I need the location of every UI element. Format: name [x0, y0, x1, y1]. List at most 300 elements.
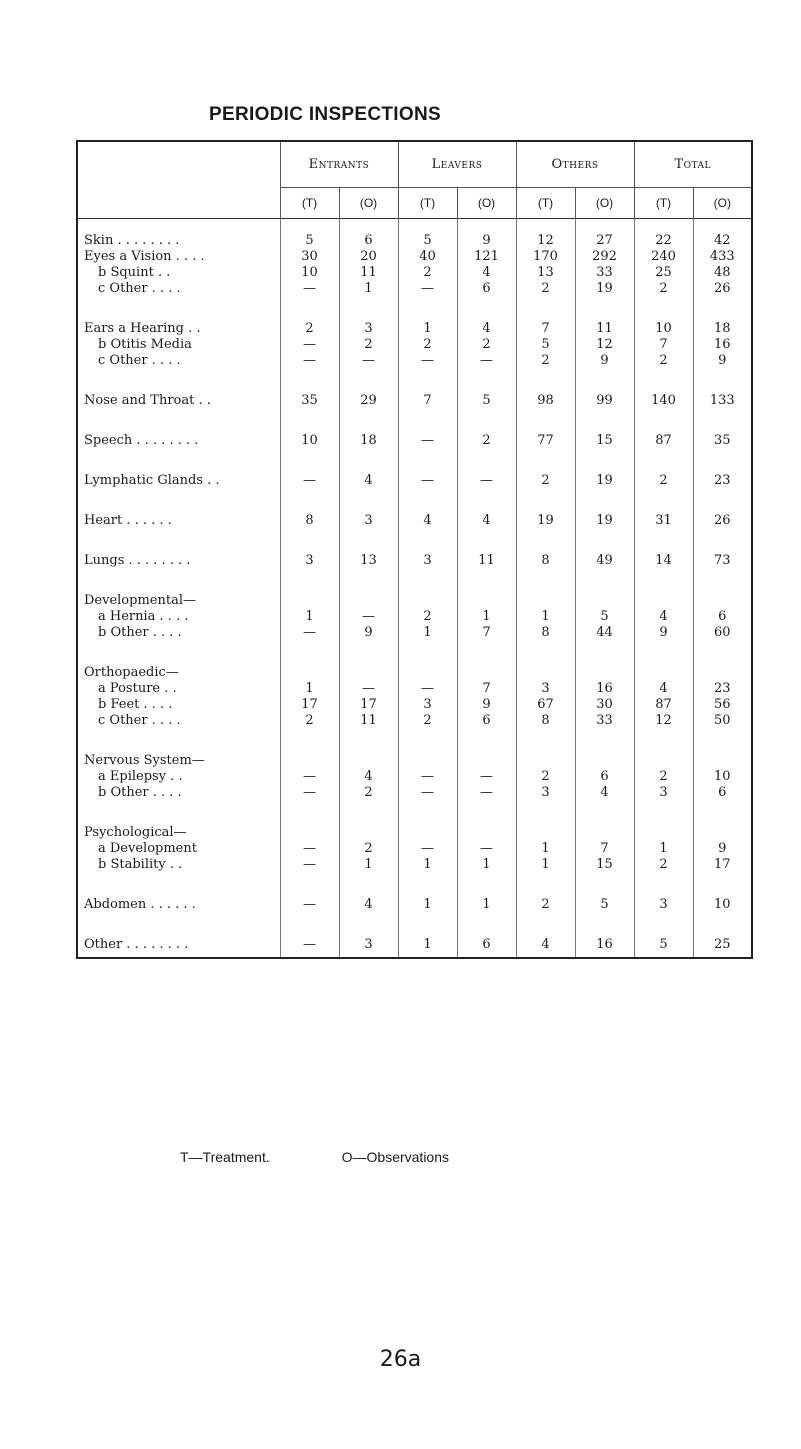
value-cell	[398, 729, 457, 753]
row-label: Psychological—	[84, 825, 187, 840]
value-cell: 6	[457, 281, 516, 297]
value-cell: 30	[280, 249, 339, 265]
value-cell	[693, 825, 752, 841]
value-cell	[634, 665, 693, 681]
value-cell: 1	[339, 857, 398, 873]
value-cell: 13	[339, 553, 398, 569]
value-cell	[457, 449, 516, 473]
group-header-total: Total	[634, 141, 752, 188]
value-cell	[516, 641, 575, 665]
value-cell	[634, 729, 693, 753]
value-cell: 9	[634, 625, 693, 641]
value-cell	[339, 641, 398, 665]
value-cell	[575, 593, 634, 609]
table-row	[77, 785, 752, 801]
value-cell: 2	[398, 265, 457, 281]
value-cell: 10	[693, 769, 752, 785]
value-cell	[398, 913, 457, 937]
value-cell: 1	[457, 609, 516, 625]
header-blank	[77, 141, 280, 188]
row-label: a Development	[98, 841, 197, 856]
row-label	[77, 449, 280, 473]
value-cell: 50	[693, 713, 752, 729]
value-cell	[516, 449, 575, 473]
value-cell	[693, 449, 752, 473]
value-cell: 5	[457, 393, 516, 409]
value-cell: 27	[575, 219, 634, 250]
value-cell	[457, 873, 516, 897]
value-cell: 2	[516, 473, 575, 489]
value-cell	[693, 297, 752, 321]
value-cell	[575, 801, 634, 825]
value-cell	[398, 369, 457, 393]
value-cell	[575, 569, 634, 593]
table-row	[77, 353, 752, 369]
value-cell: 44	[575, 625, 634, 641]
sub-header-cell: (T)	[280, 188, 339, 219]
value-cell: 40	[398, 249, 457, 265]
value-cell: 121	[457, 249, 516, 265]
table-row	[77, 897, 752, 913]
value-cell	[457, 489, 516, 513]
table-row	[77, 249, 752, 265]
table-row	[77, 553, 752, 569]
value-cell	[398, 297, 457, 321]
value-cell	[516, 665, 575, 681]
value-cell: —	[339, 353, 398, 369]
value-cell: —	[280, 857, 339, 873]
value-cell: 29	[339, 393, 398, 409]
value-cell	[693, 873, 752, 897]
value-cell: 1	[398, 897, 457, 913]
value-cell: —	[280, 785, 339, 801]
spacer-row	[77, 489, 752, 513]
value-cell	[634, 569, 693, 593]
value-cell	[457, 569, 516, 593]
value-cell: 10	[634, 321, 693, 337]
value-cell: 98	[516, 393, 575, 409]
value-cell: 42	[693, 219, 752, 250]
value-cell: 26	[693, 513, 752, 529]
value-cell	[398, 665, 457, 681]
spacer-row	[77, 801, 752, 825]
value-cell	[634, 641, 693, 665]
row-label: b Feet . . . .	[98, 697, 173, 712]
value-cell: 11	[339, 713, 398, 729]
value-cell	[634, 593, 693, 609]
value-cell: 99	[575, 393, 634, 409]
page-number: 26a	[379, 1347, 422, 1372]
value-cell	[280, 801, 339, 825]
value-cell: 2	[634, 353, 693, 369]
value-cell: 48	[693, 265, 752, 281]
table-row	[77, 393, 752, 409]
value-cell: 56	[693, 697, 752, 713]
table-row	[77, 625, 752, 641]
value-cell	[280, 449, 339, 473]
row-label: c Other . . . .	[98, 713, 181, 728]
value-cell: 2	[634, 857, 693, 873]
value-cell: 3	[516, 785, 575, 801]
value-cell	[634, 873, 693, 897]
value-cell: 3	[634, 897, 693, 913]
value-cell: 25	[634, 265, 693, 281]
value-cell	[693, 369, 752, 393]
row-label: b Squint . .	[98, 265, 171, 280]
value-cell: 3	[339, 513, 398, 529]
value-cell: 25	[693, 937, 752, 958]
value-cell: 1	[339, 281, 398, 297]
value-cell	[398, 449, 457, 473]
row-label: b Other . . . .	[98, 785, 182, 800]
sub-header-cell: (O)	[575, 188, 634, 219]
row-label	[77, 913, 280, 937]
table-row	[77, 473, 752, 489]
value-cell: 4	[398, 513, 457, 529]
sub-header-row	[77, 188, 752, 219]
value-cell: 8	[516, 553, 575, 569]
sub-header-cell: (T)	[516, 188, 575, 219]
value-cell	[693, 913, 752, 937]
value-cell: 11	[457, 553, 516, 569]
value-cell: 1	[398, 937, 457, 958]
value-cell: —	[398, 681, 457, 697]
value-cell: —	[280, 337, 339, 353]
value-cell: 2	[516, 281, 575, 297]
value-cell	[398, 641, 457, 665]
value-cell: 292	[575, 249, 634, 265]
value-cell	[280, 913, 339, 937]
table-row	[77, 841, 752, 857]
value-cell	[339, 369, 398, 393]
value-cell: 2	[457, 433, 516, 449]
table-row	[77, 769, 752, 785]
value-cell: —	[457, 785, 516, 801]
value-cell: 23	[693, 681, 752, 697]
row-label: c Other . . . .	[98, 281, 181, 296]
value-cell: 240	[634, 249, 693, 265]
value-cell: 4	[339, 897, 398, 913]
value-cell: 2	[398, 713, 457, 729]
value-cell: 1	[516, 857, 575, 873]
value-cell: 1	[280, 609, 339, 625]
value-cell	[575, 641, 634, 665]
value-cell: 77	[516, 433, 575, 449]
table-row	[77, 433, 752, 449]
value-cell	[398, 801, 457, 825]
spacer-row	[77, 449, 752, 473]
value-cell	[693, 753, 752, 769]
value-cell	[280, 641, 339, 665]
row-label	[77, 489, 280, 513]
value-cell	[339, 913, 398, 937]
value-cell: 133	[693, 393, 752, 409]
value-cell: 6	[457, 937, 516, 958]
value-cell: 9	[457, 697, 516, 713]
value-cell: 18	[339, 433, 398, 449]
value-cell	[339, 297, 398, 321]
row-label: Lungs . . . . . . . .	[84, 553, 191, 568]
value-cell: 13	[516, 265, 575, 281]
value-cell	[339, 801, 398, 825]
table-row	[77, 665, 752, 681]
value-cell	[575, 665, 634, 681]
value-cell: 16	[575, 937, 634, 958]
value-cell	[457, 369, 516, 393]
value-cell	[693, 569, 752, 593]
value-cell: 35	[693, 433, 752, 449]
value-cell	[575, 489, 634, 513]
inspections-table	[76, 140, 753, 959]
value-cell	[457, 529, 516, 553]
value-cell: 1	[280, 681, 339, 697]
value-cell: 2	[339, 785, 398, 801]
value-cell: 5	[575, 897, 634, 913]
value-cell: 9	[575, 353, 634, 369]
value-cell	[516, 569, 575, 593]
row-label	[77, 529, 280, 553]
value-cell: —	[339, 609, 398, 625]
value-cell	[457, 753, 516, 769]
value-cell	[575, 825, 634, 841]
page-title: PERIODIC INSPECTIONS	[209, 104, 441, 125]
value-cell: 11	[575, 321, 634, 337]
value-cell	[339, 825, 398, 841]
spacer-row	[77, 641, 752, 665]
value-cell: 33	[575, 713, 634, 729]
value-cell: 5	[398, 219, 457, 250]
table-row	[77, 321, 752, 337]
value-cell: 2	[457, 337, 516, 353]
value-cell	[280, 593, 339, 609]
value-cell: 5	[280, 219, 339, 250]
value-cell	[516, 753, 575, 769]
value-cell: 3	[398, 553, 457, 569]
value-cell: —	[280, 353, 339, 369]
value-cell	[516, 369, 575, 393]
sub-header-cell: (T)	[634, 188, 693, 219]
value-cell: 4	[634, 609, 693, 625]
value-cell: 7	[457, 681, 516, 697]
row-label: Eyes a Vision . . . .	[84, 249, 205, 264]
value-cell: 9	[457, 219, 516, 250]
legend-observations: O—Observations	[341, 1149, 449, 1165]
value-cell: —	[398, 769, 457, 785]
row-label	[77, 409, 280, 433]
value-cell: 6	[457, 713, 516, 729]
value-cell	[634, 489, 693, 513]
sub-header-cell: (O)	[457, 188, 516, 219]
value-cell: 11	[339, 265, 398, 281]
value-cell	[398, 873, 457, 897]
value-cell: 170	[516, 249, 575, 265]
value-cell: 433	[693, 249, 752, 265]
value-cell: 2	[398, 609, 457, 625]
value-cell: 17	[280, 697, 339, 713]
value-cell	[575, 753, 634, 769]
value-cell	[398, 569, 457, 593]
value-cell	[575, 409, 634, 433]
value-cell: 10	[280, 265, 339, 281]
value-cell: 31	[634, 513, 693, 529]
table-row	[77, 337, 752, 353]
value-cell: 12	[575, 337, 634, 353]
row-label	[77, 369, 280, 393]
row-label	[77, 297, 280, 321]
value-cell	[457, 801, 516, 825]
value-cell: 67	[516, 697, 575, 713]
row-label: Nervous System—	[84, 753, 205, 768]
value-cell	[575, 369, 634, 393]
value-cell: 2	[398, 337, 457, 353]
spacer-row	[77, 729, 752, 753]
value-cell: 30	[575, 697, 634, 713]
value-cell	[398, 825, 457, 841]
value-cell	[693, 801, 752, 825]
value-cell: —	[398, 841, 457, 857]
value-cell	[339, 873, 398, 897]
value-cell	[280, 369, 339, 393]
row-label: b Other . . . .	[98, 625, 182, 640]
value-cell: 2	[516, 769, 575, 785]
value-cell: 4	[575, 785, 634, 801]
row-label	[77, 569, 280, 593]
value-cell: —	[457, 841, 516, 857]
value-cell: —	[280, 625, 339, 641]
row-label: Abdomen . . . . . .	[84, 897, 196, 912]
value-cell: 73	[693, 553, 752, 569]
value-cell	[280, 873, 339, 897]
value-cell	[398, 489, 457, 513]
value-cell: 9	[693, 353, 752, 369]
table-row	[77, 825, 752, 841]
value-cell	[457, 913, 516, 937]
legend-treatment: T—Treatment.	[180, 1149, 270, 1165]
spacer-row	[77, 569, 752, 593]
value-cell: —	[398, 473, 457, 489]
value-cell: 35	[280, 393, 339, 409]
table-row	[77, 681, 752, 697]
value-cell	[339, 729, 398, 753]
value-cell	[339, 753, 398, 769]
value-cell: 12	[516, 219, 575, 250]
value-cell: 2	[280, 713, 339, 729]
value-cell: 87	[634, 433, 693, 449]
row-label	[77, 873, 280, 897]
sub-header-cell: (O)	[339, 188, 398, 219]
value-cell: 10	[693, 897, 752, 913]
value-cell	[398, 529, 457, 553]
value-cell: —	[398, 281, 457, 297]
row-label: Lymphatic Glands . .	[84, 473, 220, 488]
table-row	[77, 513, 752, 529]
spacer-row	[77, 873, 752, 897]
row-label: Heart . . . . . .	[84, 513, 172, 528]
value-cell	[516, 801, 575, 825]
value-cell	[457, 729, 516, 753]
value-cell: 1	[516, 841, 575, 857]
value-cell: 19	[575, 281, 634, 297]
table-row	[77, 609, 752, 625]
value-cell	[280, 753, 339, 769]
sub-header-cell: (O)	[693, 188, 752, 219]
value-cell	[693, 409, 752, 433]
row-label	[77, 641, 280, 665]
value-cell: 15	[575, 433, 634, 449]
value-cell	[280, 489, 339, 513]
value-cell: 6	[693, 609, 752, 625]
table-row	[77, 857, 752, 873]
value-cell	[457, 665, 516, 681]
value-cell	[398, 753, 457, 769]
value-cell: 8	[516, 713, 575, 729]
value-cell: 2	[634, 281, 693, 297]
row-label	[77, 729, 280, 753]
value-cell: 7	[634, 337, 693, 353]
value-cell	[575, 297, 634, 321]
value-cell: 4	[634, 681, 693, 697]
value-cell: 4	[516, 937, 575, 958]
value-cell: 15	[575, 857, 634, 873]
value-cell: —	[457, 769, 516, 785]
value-cell	[398, 409, 457, 433]
value-cell	[634, 825, 693, 841]
row-label: a Posture . .	[98, 681, 177, 696]
value-cell	[339, 489, 398, 513]
value-cell: 5	[575, 609, 634, 625]
value-cell: 12	[634, 713, 693, 729]
value-cell	[516, 297, 575, 321]
value-cell: 6	[693, 785, 752, 801]
group-header-leavers: Leavers	[398, 141, 516, 188]
value-cell: 8	[516, 625, 575, 641]
value-cell: 2	[634, 769, 693, 785]
value-cell: 3	[339, 937, 398, 958]
spacer-row	[77, 529, 752, 553]
value-cell	[457, 825, 516, 841]
value-cell	[516, 489, 575, 513]
value-cell: 7	[516, 321, 575, 337]
value-cell: —	[457, 353, 516, 369]
value-cell	[575, 729, 634, 753]
value-cell: 4	[457, 265, 516, 281]
row-label: a Epilepsy . .	[98, 769, 183, 784]
value-cell: 60	[693, 625, 752, 641]
value-cell: 1	[398, 321, 457, 337]
table-row	[77, 593, 752, 609]
value-cell: 2	[516, 897, 575, 913]
value-cell	[339, 569, 398, 593]
value-cell: 3	[339, 321, 398, 337]
value-cell	[693, 641, 752, 665]
value-cell: 19	[575, 513, 634, 529]
spacer-row	[77, 297, 752, 321]
value-cell: 3	[280, 553, 339, 569]
value-cell	[457, 409, 516, 433]
row-label: Speech . . . . . . . .	[84, 433, 199, 448]
spacer-row	[77, 409, 752, 433]
table-row	[77, 753, 752, 769]
value-cell: 6	[339, 219, 398, 250]
value-cell: 5	[634, 937, 693, 958]
value-cell: 1	[457, 897, 516, 913]
value-cell: 2	[634, 473, 693, 489]
value-cell	[634, 297, 693, 321]
value-cell	[280, 529, 339, 553]
value-cell	[575, 449, 634, 473]
value-cell	[280, 825, 339, 841]
value-cell	[339, 409, 398, 433]
